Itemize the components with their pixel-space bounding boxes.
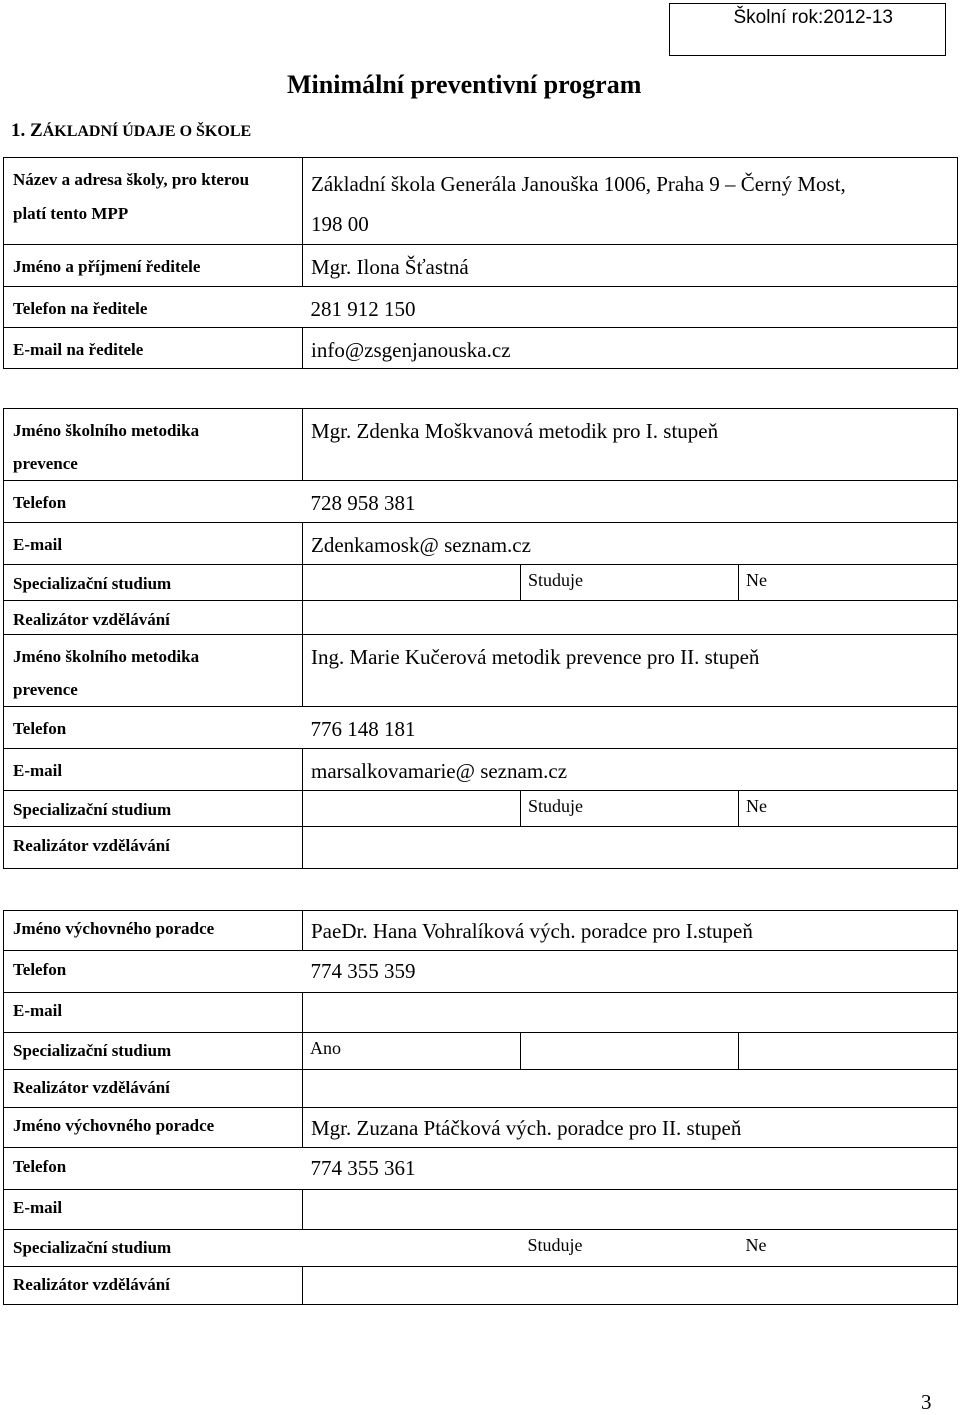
advisor-2-study-col1 bbox=[303, 1230, 521, 1267]
methodist-1-provider-value bbox=[303, 601, 958, 635]
methodist-2-study-col3: Ne bbox=[739, 791, 958, 827]
methodist-2-provider-label: Realizátor vzdělávání bbox=[4, 827, 303, 869]
section-heading bbox=[11, 120, 251, 142]
methodist-1-name-value: Mgr. Zdenka Moškvanová metodik pro I. stupeň bbox=[303, 409, 958, 481]
methodist-1-name-label-line2: prevence bbox=[13, 454, 78, 473]
school-name-value bbox=[303, 158, 958, 245]
advisor-1-name-label: Jméno výchovného poradce bbox=[4, 911, 303, 951]
advisor-1-study-col3 bbox=[739, 1033, 958, 1070]
school-name-label bbox=[4, 158, 303, 245]
methodist-2-phone-value: 776 148 181 bbox=[303, 707, 958, 749]
methodist-1-phone-label: Telefon bbox=[4, 481, 303, 523]
methodist-2-study-col1 bbox=[303, 791, 521, 827]
advisor-2-email-value bbox=[303, 1190, 958, 1230]
school-name-value-line1: Základní škola Generála Janouška 1006, Praha 9 – Černý Most, bbox=[311, 172, 846, 196]
school-name-value-line2: 198 00 bbox=[311, 212, 369, 236]
advisor-1-phone-value: 774 355 359 bbox=[303, 951, 958, 993]
advisor-2-study-label: Specializační studium bbox=[4, 1230, 303, 1267]
methodist-2-study-label: Specializační studium bbox=[4, 791, 303, 827]
program-title: Minimální preventivní program bbox=[287, 70, 642, 99]
advisor-2-provider-label: Realizátor vzdělávání bbox=[4, 1267, 303, 1305]
methodist-2-name-label-line2: prevence bbox=[13, 680, 78, 699]
methodist-2-email-label: E-mail bbox=[4, 749, 303, 791]
advisor-1-phone-label: Telefon bbox=[4, 951, 303, 993]
advisor-1-name-value: PaeDr. Hana Vohralíková vých. poradce pro I.stupeň bbox=[303, 911, 958, 951]
advisor-1-email-value bbox=[303, 993, 958, 1033]
section-heading-prefix: 1. Z bbox=[11, 120, 43, 141]
director-email-label: E-mail na ředitele bbox=[4, 328, 303, 369]
methodist-1-phone-value: 728 958 381 bbox=[303, 481, 958, 523]
methodist-1-name-label bbox=[4, 409, 303, 481]
page-number: 3 bbox=[921, 1390, 932, 1414]
methodist-1-email-value: Zdenkamosk@ seznam.cz bbox=[303, 523, 958, 565]
methodist-1-email-label: E-mail bbox=[4, 523, 303, 565]
methodist-1-name-label-line1: Jméno školního metodika bbox=[13, 421, 200, 440]
director-value: Mgr. Ilona Šťastná bbox=[303, 245, 958, 287]
methodist-1-study-col2: Studuje bbox=[521, 565, 739, 601]
advisor-2-name-value: Mgr. Zuzana Ptáčková vých. poradce pro II. stupeň bbox=[303, 1108, 958, 1148]
school-year-label: Školní rok:2012-13 bbox=[733, 7, 893, 28]
advisor-2-name-label: Jméno výchovného poradce bbox=[4, 1108, 303, 1148]
methodist-2-name-label bbox=[4, 635, 303, 707]
methodist-1-name-row bbox=[4, 409, 958, 481]
methodist-2-study-col2: Studuje bbox=[521, 791, 739, 827]
methodist-1-study-col1 bbox=[303, 565, 521, 601]
advisor-2-email-label: E-mail bbox=[4, 1190, 303, 1230]
school-name-label-line1: Název a adresa školy, pro kterou bbox=[13, 170, 250, 189]
methodist-2-phone-label: Telefon bbox=[4, 707, 303, 749]
advisor-2-study-col2: Studuje bbox=[521, 1230, 739, 1267]
methodist-1-study-col3: Ne bbox=[739, 565, 958, 601]
methodist-1-study-label: Specializační studium bbox=[4, 565, 303, 601]
advisor-1-provider-value bbox=[303, 1070, 958, 1108]
advisor-2-phone-label: Telefon bbox=[4, 1148, 303, 1190]
advisor-1-provider-label: Realizátor vzdělávání bbox=[4, 1070, 303, 1108]
advisor-1-study-col2 bbox=[521, 1033, 739, 1070]
director-phone-label: Telefon na ředitele bbox=[4, 287, 303, 328]
advisor-2-phone-value: 774 355 361 bbox=[303, 1148, 958, 1190]
advisor-1-study-label: Specializační studium bbox=[4, 1033, 303, 1070]
methodist-2-provider-value bbox=[303, 827, 958, 869]
advisor-2-study-col3: Ne bbox=[739, 1230, 958, 1267]
methodist-2-name-label-line1: Jméno školního metodika bbox=[13, 647, 200, 666]
school-info-table bbox=[3, 157, 958, 369]
advisors-table bbox=[3, 910, 958, 1305]
director-email-value: info@zsgenjanouska.cz bbox=[303, 328, 958, 369]
section-heading-rest: ÁKLADNÍ ÚDAJE O ŠKOLE bbox=[42, 123, 252, 140]
advisor-1-email-label: E-mail bbox=[4, 993, 303, 1033]
methodist-1-provider-label: Realizátor vzdělávání bbox=[4, 601, 303, 635]
methodist-2-name-value: Ing. Marie Kučerová metodik prevence pro II. stupeň bbox=[303, 635, 958, 707]
school-name-label-line2: platí tento MPP bbox=[13, 204, 129, 223]
advisor-2-provider-value bbox=[303, 1267, 958, 1305]
director-phone-value: 281 912 150 bbox=[303, 287, 958, 328]
advisor-1-study-col1: Ano bbox=[303, 1033, 521, 1070]
methodists-table bbox=[3, 408, 958, 869]
methodist-2-email-value: marsalkovamarie@ seznam.cz bbox=[303, 749, 958, 791]
school-year-box bbox=[669, 3, 946, 56]
director-label: Jméno a příjmení ředitele bbox=[4, 245, 303, 287]
